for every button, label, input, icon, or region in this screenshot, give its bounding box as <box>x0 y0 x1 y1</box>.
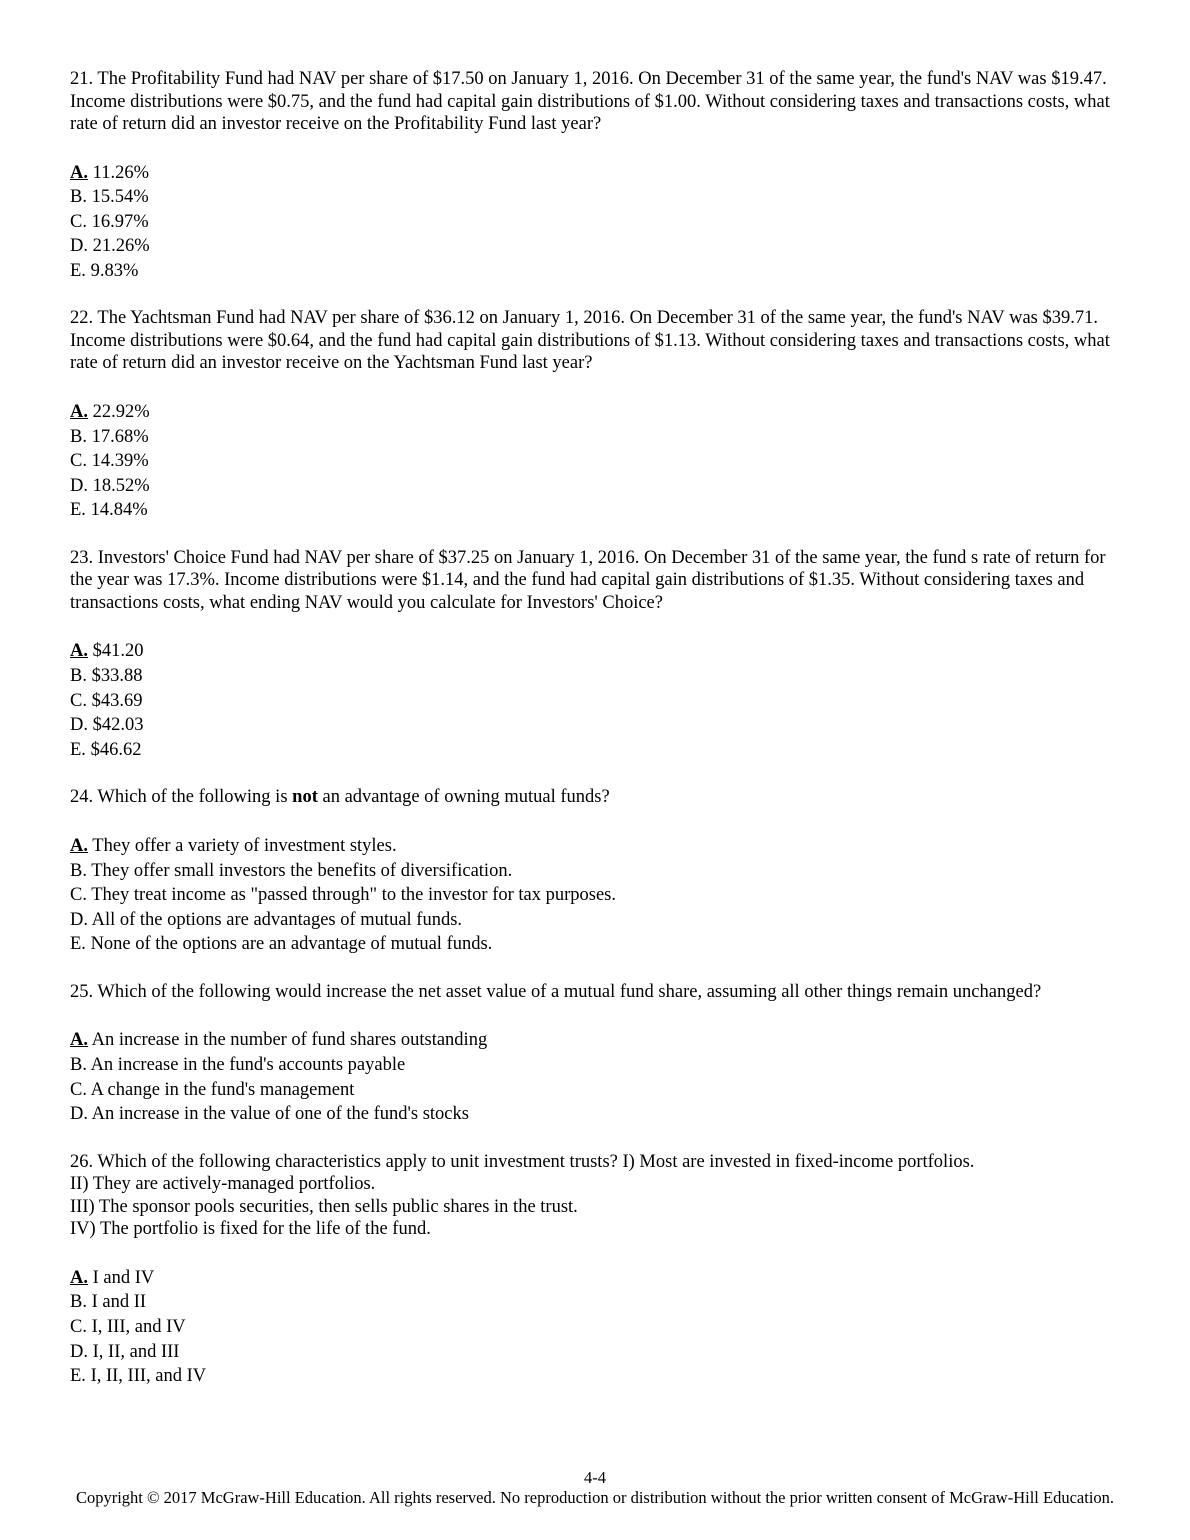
question-text: 25. Which of the following would increase the net asset value of a mutual fund share, assuming all other things remain unchanged? <box>70 981 1042 1002</box>
option-a <box>70 834 1110 859</box>
option-text: 21.26% <box>88 236 150 257</box>
option-text: $42.03 <box>88 715 144 736</box>
option-text: An increase in the fund's accounts payable <box>86 1054 406 1075</box>
question-25 <box>70 981 1110 1127</box>
option-letter: E. <box>70 500 86 521</box>
option-text: None of the options are an advantage of mutual funds. <box>85 934 493 955</box>
answer-options <box>70 1028 1110 1126</box>
option-c <box>70 689 1110 714</box>
question-26 <box>70 1151 1110 1389</box>
copyright-notice: Copyright © 2017 McGraw-Hill Education. All rights reserved. No reproduction or distribution without the prior written consent of McGraw-Hill Education. <box>75 1488 1115 1507</box>
option-b <box>70 1290 1110 1315</box>
option-text: They offer small investors the benefits of diversification. <box>86 860 513 881</box>
answer-options <box>70 161 1110 284</box>
option-text: $33.88 <box>86 666 143 687</box>
option-letter: D. <box>70 1104 88 1125</box>
answer-options <box>70 400 1110 523</box>
question-text: 23. Investors' Choice Fund had NAV per share of $37.25 on January 1, 2016. On December 31 of the same year, the fund s rate of return for the year was 17.3%. Income distributions were $1.14, and the fund had capital gain distributions of $1.35. Without considering taxes and transactions costs, what ending NAV would you calculate for Investors' Choice? <box>70 547 1106 613</box>
option-e <box>70 1364 1110 1389</box>
option-text: 18.52% <box>88 475 150 496</box>
option-letter: E. <box>70 1366 86 1387</box>
option-a <box>70 1266 1110 1291</box>
option-a <box>70 400 1110 425</box>
statement-iv: IV) The portfolio is fixed for the life of the fund. <box>70 1219 431 1240</box>
question-22 <box>70 307 1110 522</box>
correct-answer-letter: A. <box>70 1267 88 1288</box>
option-text: They offer a variety of investment styles. <box>88 835 397 856</box>
option-e <box>70 259 1110 284</box>
option-letter: C. <box>70 690 87 711</box>
option-b <box>70 664 1110 689</box>
question-23 <box>70 547 1110 762</box>
option-d <box>70 1102 1110 1127</box>
option-text: $46.62 <box>85 739 142 760</box>
question-text <box>70 1151 1110 1241</box>
option-letter: E. <box>70 260 86 281</box>
option-letter: C. <box>70 885 87 906</box>
option-letter: D. <box>70 909 88 930</box>
option-letter: B. <box>70 426 87 447</box>
statement-ii: II) They are actively-managed portfolios. <box>70 1174 376 1195</box>
correct-answer-letter: A. <box>70 162 88 183</box>
option-letter: C. <box>70 1079 87 1100</box>
option-text: $43.69 <box>86 690 143 711</box>
page-number: 4-4 <box>584 1468 606 1487</box>
option-text: I and IV <box>88 1267 155 1288</box>
page-footer <box>70 1468 1120 1508</box>
option-text: They treat income as "passed through" to the investor for tax purposes. <box>86 885 617 906</box>
correct-answer-letter: A. <box>70 835 88 856</box>
question-text: 21. The Profitability Fund had NAV per share of $17.50 on January 1, 2016. On December 31 of the same year, the fund's NAV was $19.47. Income distributions were $0.75, and the fund had capital gain distributions of $1.00. Without considering taxes and transactions costs, what rate of return did an investor receive on the Profitability Fund last year? <box>70 69 1110 134</box>
option-c <box>70 449 1110 474</box>
option-a <box>70 1028 1110 1053</box>
statement-iii: III) The sponsor pools securities, then sells public shares in the trust. <box>70 1196 578 1217</box>
question-text-start: 24. Which of the following is <box>70 787 293 808</box>
option-text: $41.20 <box>88 641 144 662</box>
option-c <box>70 210 1110 235</box>
option-letter: E. <box>70 934 86 955</box>
option-c <box>70 883 1110 908</box>
option-letter: E. <box>70 739 86 760</box>
option-text: 15.54% <box>86 187 149 208</box>
option-letter: B. <box>70 860 87 881</box>
option-text: A change in the fund's management <box>86 1079 355 1100</box>
option-b <box>70 425 1110 450</box>
option-b <box>70 859 1110 884</box>
option-letter: D. <box>70 1341 88 1362</box>
option-text: 14.84% <box>85 500 148 521</box>
option-text: An increase in the number of fund shares outstanding <box>88 1030 488 1051</box>
option-text: 22.92% <box>88 401 150 422</box>
question-text-end: an advantage of owning mutual funds? <box>317 787 610 808</box>
answer-options <box>70 639 1110 762</box>
emphasis-not: not <box>292 787 318 808</box>
option-letter: B. <box>70 666 87 687</box>
option-text: I, II, and III <box>88 1341 180 1362</box>
option-c <box>70 1078 1110 1103</box>
question-text <box>70 786 1110 809</box>
correct-answer-letter: A. <box>70 1030 88 1051</box>
answer-options <box>70 1266 1110 1389</box>
option-letter: B. <box>70 1292 87 1313</box>
option-text: An increase in the value of one of the fund's stocks <box>88 1104 469 1125</box>
option-a <box>70 639 1110 664</box>
option-letter: B. <box>70 1054 87 1075</box>
answer-options <box>70 834 1110 957</box>
option-letter: D. <box>70 236 88 257</box>
option-e <box>70 932 1110 957</box>
option-letter: D. <box>70 715 88 736</box>
option-letter: B. <box>70 187 87 208</box>
option-text: 11.26% <box>88 162 149 183</box>
correct-answer-letter: A. <box>70 401 88 422</box>
option-b <box>70 1053 1110 1078</box>
option-e <box>70 498 1110 523</box>
option-b <box>70 185 1110 210</box>
option-letter: D. <box>70 475 88 496</box>
option-d <box>70 908 1110 933</box>
option-text: I, II, III, and IV <box>85 1366 207 1387</box>
question-21 <box>70 68 1110 283</box>
option-c <box>70 1315 1110 1340</box>
question-text: 22. The Yachtsman Fund had NAV per share of $36.12 on January 1, 2016. On December 31 of the same year, the fund's NAV was $39.71. Income distributions were $0.64, and the fund had capital gain distributions of $1.13. Without considering taxes and transactions costs, what rate of return did an investor receive on the Yachtsman Fund last year? <box>70 308 1110 374</box>
question-page <box>70 68 1110 1413</box>
option-text: 14.39% <box>86 451 149 472</box>
correct-answer-letter: A. <box>70 641 88 662</box>
option-letter: C. <box>70 1316 87 1337</box>
option-text: I, III, and IV <box>86 1316 186 1337</box>
option-e <box>70 738 1110 763</box>
option-text: 16.97% <box>86 211 149 232</box>
option-d <box>70 474 1110 499</box>
option-a <box>70 161 1110 186</box>
option-letter: C. <box>70 451 87 472</box>
option-d <box>70 1340 1110 1365</box>
question-24 <box>70 786 1110 956</box>
option-text: 17.68% <box>86 426 149 447</box>
option-text: 9.83% <box>85 260 139 281</box>
option-letter: C. <box>70 211 87 232</box>
option-d <box>70 713 1110 738</box>
question-line: 26. Which of the following characteristics apply to unit investment trusts? I) Most are invested in fixed-income portfolios. <box>70 1151 975 1172</box>
option-text: All of the options are advantages of mutual funds. <box>88 909 463 930</box>
option-d <box>70 234 1110 259</box>
option-text: I and II <box>86 1292 147 1313</box>
